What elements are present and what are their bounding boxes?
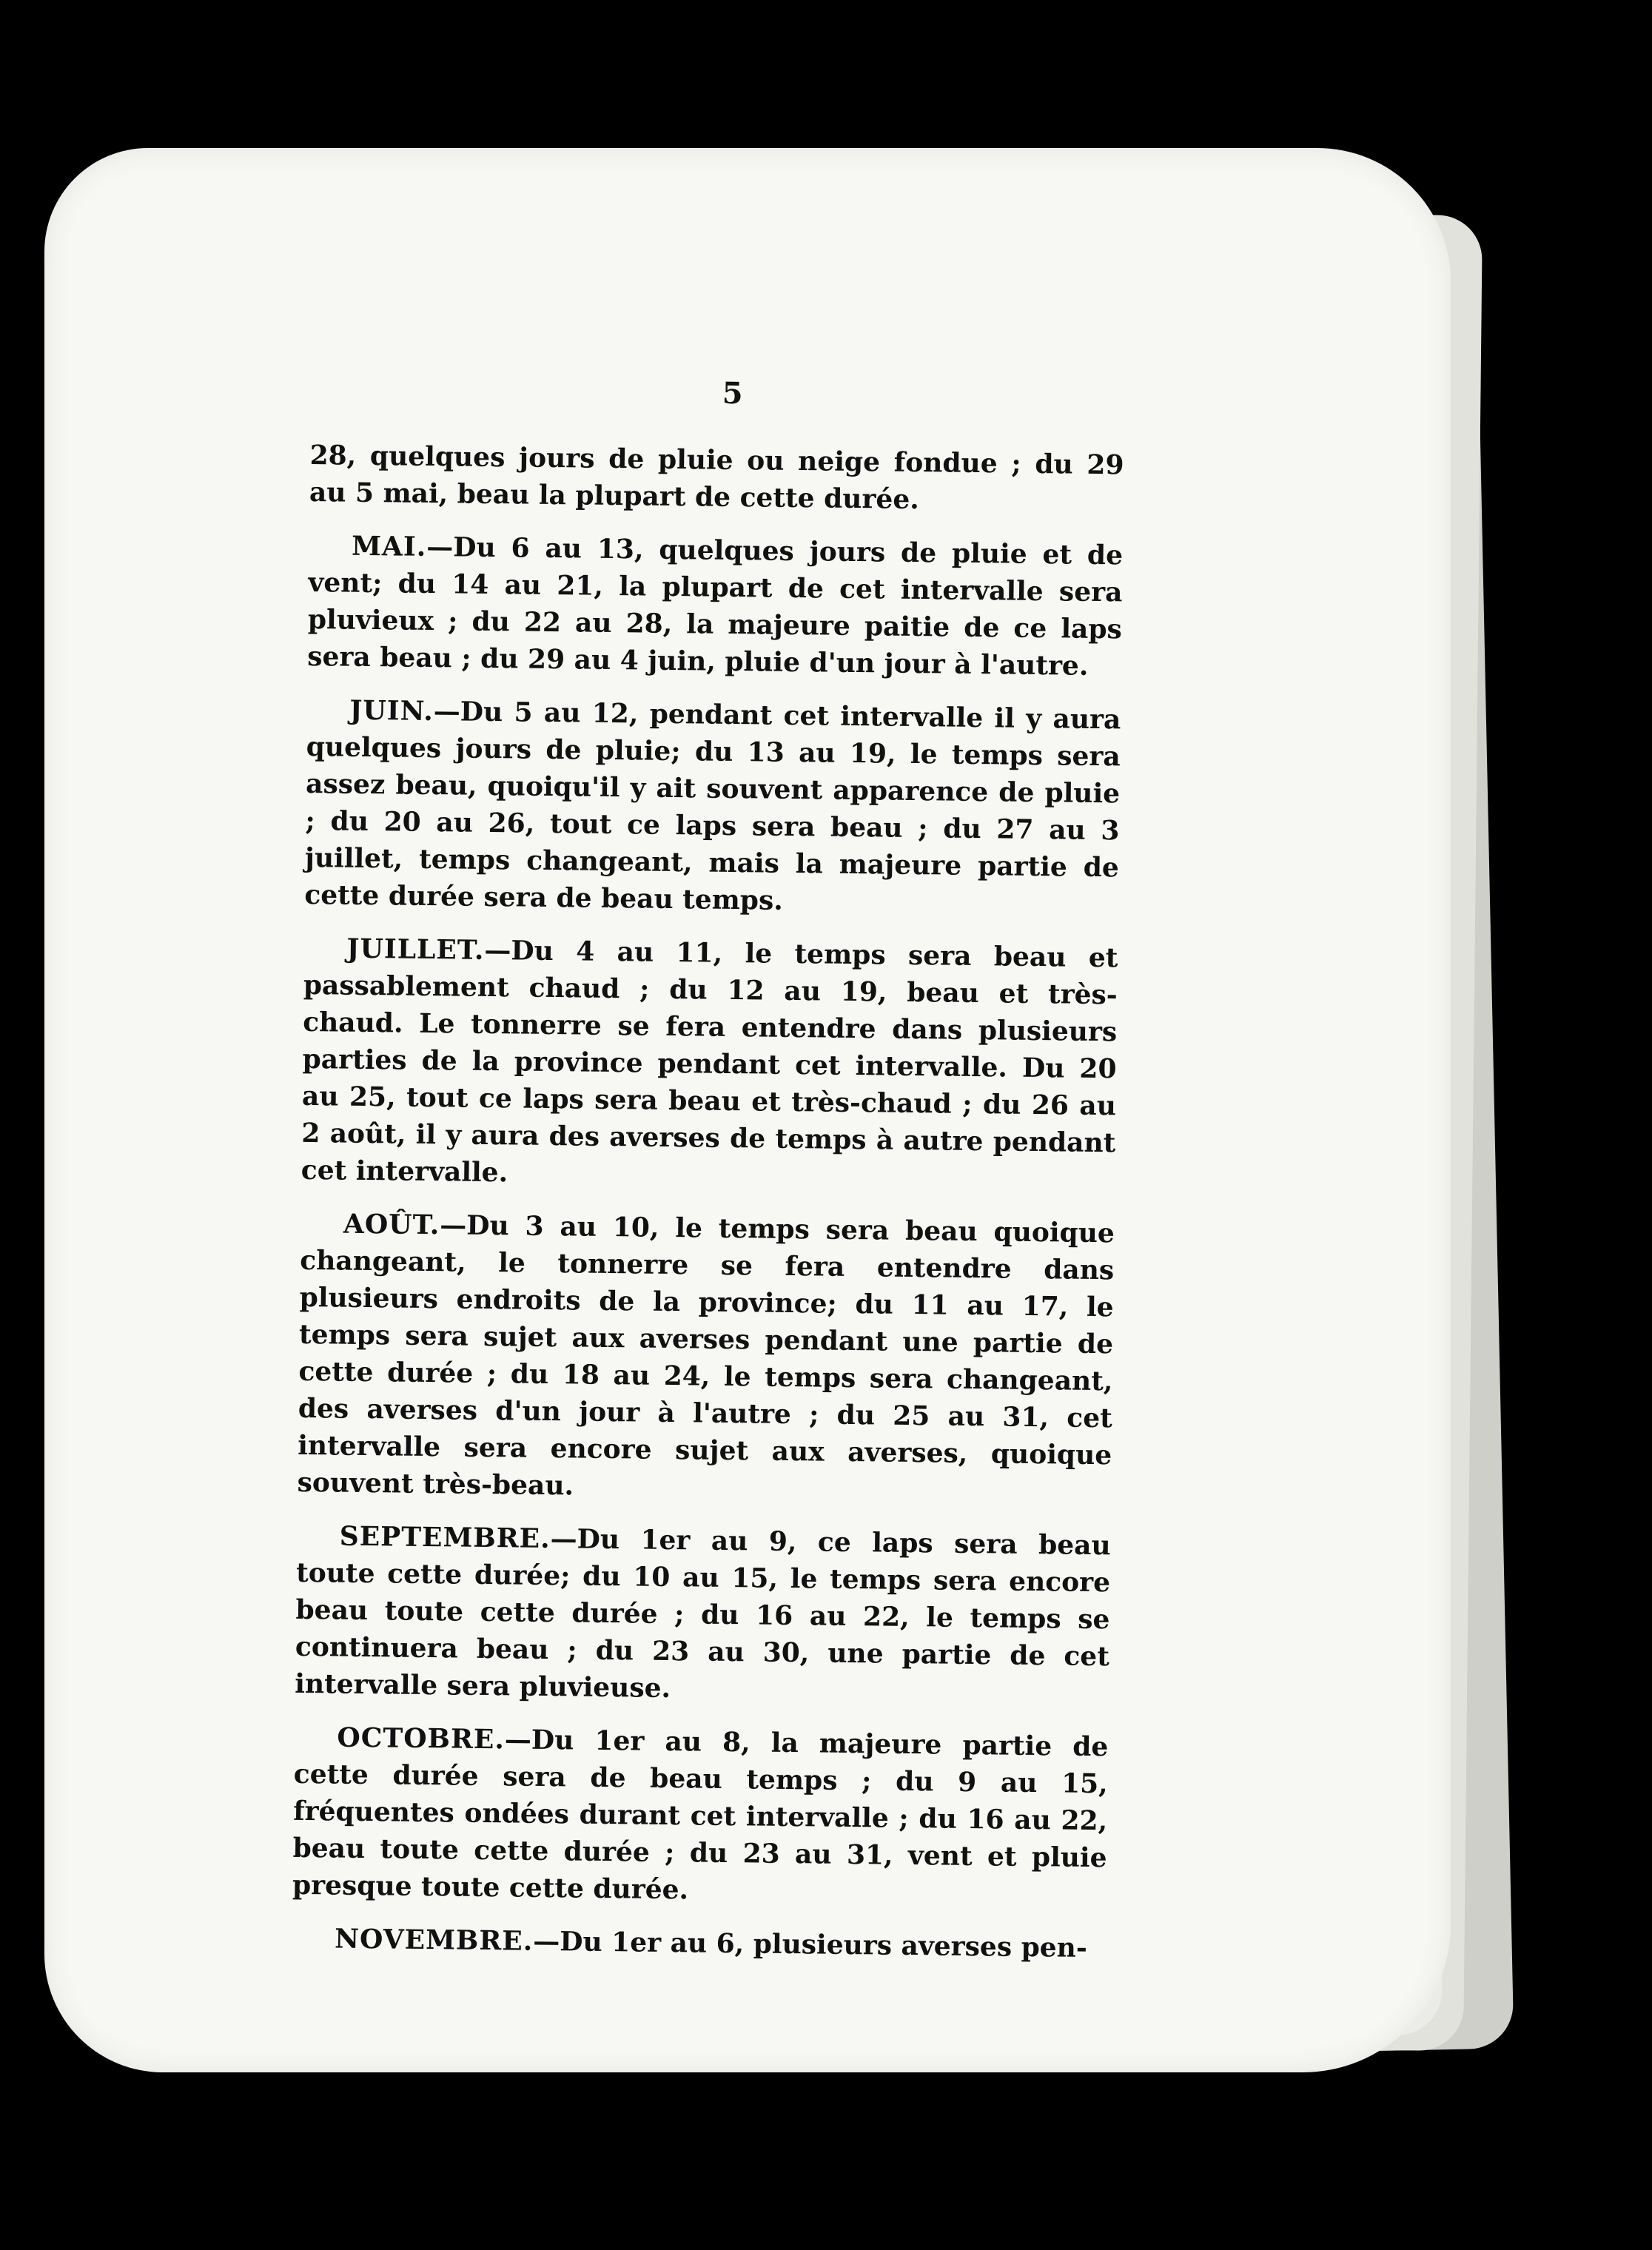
month-heading: OCTOBRE. [337, 1722, 506, 1756]
paragraph-text: —Du 1er au 8, la majeure partie de cette durée sera de beau temps ; du 9 au 15, fréquentes ondées durant cet intervalle ; du 16 au 22, beau toute cette durée ; du 23 au 31, vent et pluie presque toute cette durée. [292, 1724, 1109, 1906]
paragraph-continuation [309, 437, 1124, 520]
paragraph-text: —Du 3 au 10, le temps sera beau quoique changeant, le tonnerre se fera entendre dans plusieurs endroits de la province; du 11 au 17, le temps sera sujet aux averses pendant une partie de cette durée ; du 18 au 24, le temps sera changeant, des averses d'un jour à l'autre ; du 25 au 31, cet intervalle sera encore sujet aux averses, quoique souvent très-beau. [297, 1209, 1115, 1502]
paragraph-juin [304, 691, 1121, 923]
paragraph-text: —Du 4 au 11, le temps sera beau et passablement chaud ; du 12 au 19, beau et très-chaud. Le tonnerre se fera entendre dans plusieurs parties de la province pendant cet intervalle. Du 20 au 25, tout ce laps sera beau et très-chaud ; du 26 au 2 août, il y aura des averses de temps à autre pendant cet intervalle. [300, 934, 1118, 1189]
paragraph-aout [297, 1205, 1115, 1511]
paragraph-novembre [292, 1920, 1107, 1967]
paragraph-text: 28, quelques jours de pluie ou neige fondue ; du 29 au 5 mai, beau la plupart de cette durée. [309, 439, 1124, 516]
month-heading: MAI. [351, 530, 427, 562]
page-number: 5 [722, 375, 743, 412]
paragraph-mai [307, 527, 1123, 685]
month-heading: NOVEMBRE. [334, 1923, 534, 1957]
month-heading: JUILLET. [346, 933, 485, 966]
paragraph-octobre [292, 1719, 1109, 1913]
month-heading: AOÛT. [343, 1208, 440, 1241]
paragraph-juillet [300, 930, 1118, 1198]
month-heading: SEPTEMBRE. [339, 1520, 551, 1555]
paragraph-text: —Du 6 au 13, quelques jours de pluie et de vent; du 14 au 21, la plupart de cet intervalle sera pluvieux ; du 22 au 28, la majeure paitie de ce laps sera beau ; du 29 au 4 juin, pluie d'un jour à l'autre. [307, 531, 1124, 682]
month-heading: JUIN. [349, 694, 434, 728]
paragraph-text: —Du 1er au 6, plusieurs averses pen- [533, 1925, 1088, 1964]
paragraph-septembre [295, 1517, 1111, 1712]
paragraph-text: —Du 1er au 9, ce laps sera beau toute cette durée; du 10 au 15, le temps sera encore beau toute cette durée ; du 16 au 22, le temps se continuera beau ; du 23 au 30, une partie de cet intervalle sera pluvieuse. [295, 1523, 1111, 1705]
page-text-block [292, 370, 1125, 1983]
paragraph-text: —Du 5 au 12, pendant cet intervalle il y aura quelques jours de pluie; du 13 au 19, le temps sera assez beau, quoiqu'il y ait souvent apparence de pluie ; du 20 au 26, tout ce laps sera beau ; du 27 au 3 juillet, temps changeant, mais la majeure partie de cette durée sera de beau temps. [304, 696, 1121, 916]
